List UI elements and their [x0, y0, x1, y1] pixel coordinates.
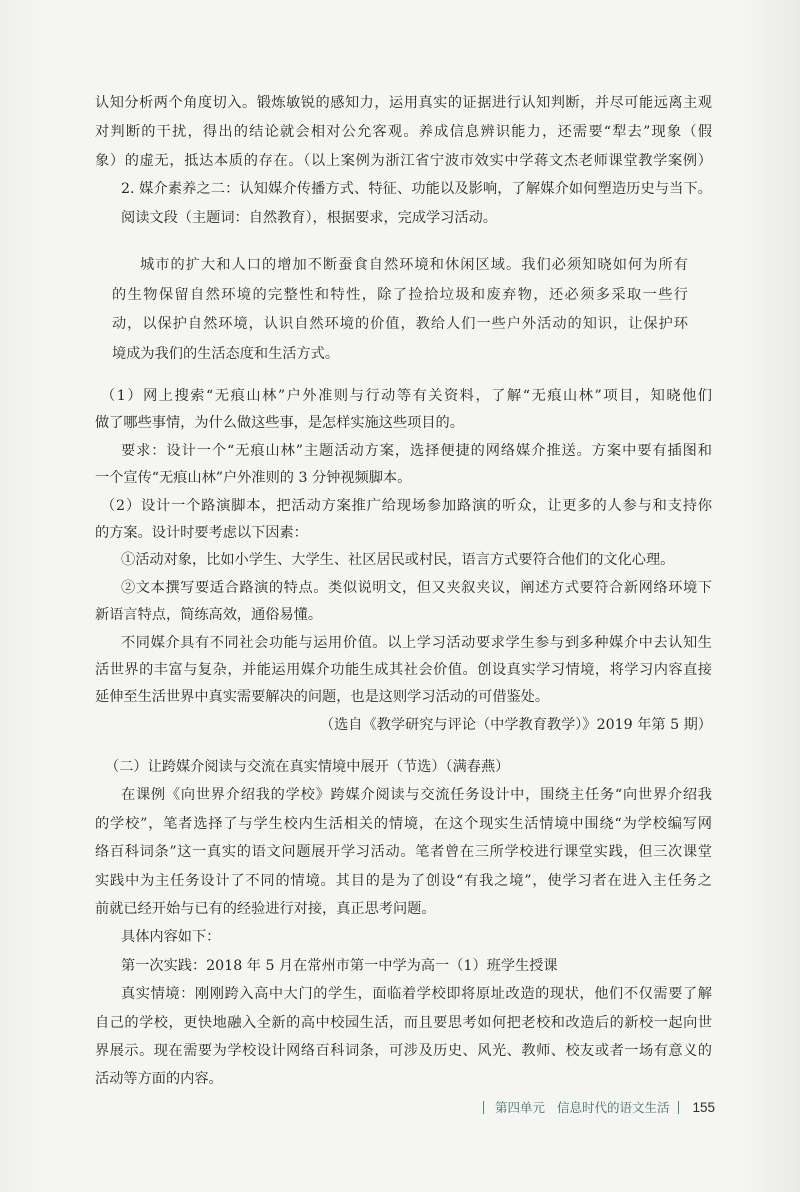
nature-education-excerpt [112, 251, 688, 369]
requirement-line: 一个宣传“无痕山林”户外准则的 3 分钟视频脚本。 [95, 470, 412, 487]
scenario-line: 界展示。现在需要为学校设计网络百科词条，可涉及历史、风光、教师、校友或者一场有意义的 [95, 1043, 712, 1060]
factor-line: ①活动对象，比如小学生、大学生、社区居民或村民，语言方式要符合他们的文化心理。 [121, 552, 675, 569]
excerpt-line: 城市的扩大和人口的增加不断蚕食自然环境和休闲区域。我们必须知晓如何为所有 [140, 257, 688, 273]
task-2-paragraph [95, 493, 712, 548]
media-literacy-heading: 2. 媒介素养之二：认知媒介传播方式、特征、功能以及影响，了解媒介如何塑造历史与当下。 [121, 181, 712, 198]
task-line: （1）网上搜索“无痕山林”户外准则与行动等有关资料，了解“无痕山林”项目，知晓他们 [101, 388, 712, 404]
scenario-line: 真实情境：刚刚跨入高中大门的学生，面临着学校即将原址改造的现状，他们不仅需要了解 [121, 986, 712, 1003]
scenario-paragraph [95, 980, 712, 1094]
excerpt-line: 境成为我们的生活态度和生活方式。 [112, 345, 340, 362]
case-note-line: 对判断的干扰，得出的结论就会相对公允客观。养成信息辨识能力，还需要“犁去”现象（假 [95, 123, 712, 140]
task-line: 做了哪些事情，为什么做这些事，是怎样实施这些项目的。 [95, 415, 464, 432]
details-label: 具体内容如下： [121, 929, 221, 946]
task-line: 的方案。设计时要考虑以下因素： [95, 525, 308, 542]
practice-1-line: 第一次实践：2018 年 5 月在常州市第一中学为高一（1）班学生授课 [121, 957, 558, 974]
commentary-line: 不同媒介具有不同社会功能与运用价值。以上学习活动要求学生参与到多种媒介中去认知生 [121, 634, 712, 651]
intro-line: 前就已经开始与已有的经验进行对接，真正思考问题。 [95, 901, 436, 918]
unit-label: 第四单元 [495, 1100, 546, 1115]
excerpt-line: 动，以保护自然环境，认识自然环境的价值，教给人们一些户外活动的知识，让保护环 [112, 316, 688, 333]
factor-2-paragraph [95, 575, 712, 630]
factor-line: ②文本撰写要适合路演的特点。类似说明文，但又夹叙夹议，阐述方式要符合新网络环境下 [121, 579, 712, 596]
article-2-heading: （二）让跨媒介阅读与交流在真实情境中展开（节选）（满春燕） [105, 759, 510, 775]
task-line: （2）设计一个路演脚本，把活动方案推广给现场参加路演的听众，让更多的人参与和支持你 [101, 497, 712, 514]
requirement-line: 要求：设计一个“无痕山林”主题活动方案，选择便捷的网络媒介推送。方案中要有插图和 [121, 442, 712, 459]
intro-line: 实践中为主任务设计了不同的情境。其目的是为了创设“有我之境”，使学习者在进入主任务之 [95, 872, 712, 889]
page-footer [483, 1098, 715, 1116]
article-2-section [95, 753, 712, 1094]
article-2-intro-paragraph [95, 781, 712, 923]
scenario-line: 活动等方面的内容。 [95, 1071, 223, 1088]
commentary-line: 活世界的丰富与复杂，并能运用媒介功能生成其社会价值。创设真实学习情境，将学习内容直接 [95, 662, 712, 679]
case-note-line: 认知分析两个角度切入。锻炼敏锐的感知力，运用真实的证据进行认知判断，并尽可能远离主观 [95, 95, 712, 111]
page-number: 155 [692, 1099, 716, 1115]
footer-divider [483, 1101, 484, 1114]
factor-1-paragraph [95, 547, 712, 574]
task-1-paragraph [95, 383, 712, 438]
reading-instruction: 阅读文段（主题词：自然教育），根据要求，完成学习活动。 [121, 210, 497, 227]
intro-line: 的学校”，笔者选择了与学生校内生活相关的情境，在这个现实生活情境中围绕“为学校编写网 [95, 815, 712, 832]
excerpt-line: 的生物保留自然环境的完整性和特性，除了捡拾垃圾和废弃物，还必须多采取一些行 [112, 286, 688, 303]
commentary-paragraph [95, 630, 712, 712]
case-analysis-paragraph [95, 89, 712, 175]
top-section [95, 89, 712, 233]
factor-line: 新语言特点，简练高效，通俗易懂。 [95, 607, 323, 624]
requirement-paragraph [95, 438, 712, 493]
intro-line: 在课例《向世界介绍我的学校》跨媒介阅读与交流任务设计中，围绕主任务“向世界介绍我 [121, 787, 712, 804]
commentary-line: 延伸至生活世界中真实需要解决的问题，也是这则学习活动的可借鉴处。 [95, 689, 550, 706]
footer-divider [678, 1101, 679, 1114]
scenario-line: 自己的学校，更快地融入全新的高中校园生活，而且要思考如何把老校和改造后的新校一起向世 [95, 1014, 712, 1031]
case-note-line: 象）的虚无，抵达本质的存在。（以上案例为浙江省宁波市效实中学蒋文杰老师课堂教学案例） [95, 152, 712, 169]
unit-title: 信息时代的语文生活 [557, 1100, 670, 1115]
intro-line: 络百科词条”这一真实的语文问题展开学习活动。笔者曾在三所学校进行课堂实践，但三次课堂 [95, 844, 712, 861]
learning-activities-section [95, 383, 712, 739]
source-citation: （选自《教学研究与评论（中学教育教学）》2019 年第 5 期） [319, 716, 712, 733]
